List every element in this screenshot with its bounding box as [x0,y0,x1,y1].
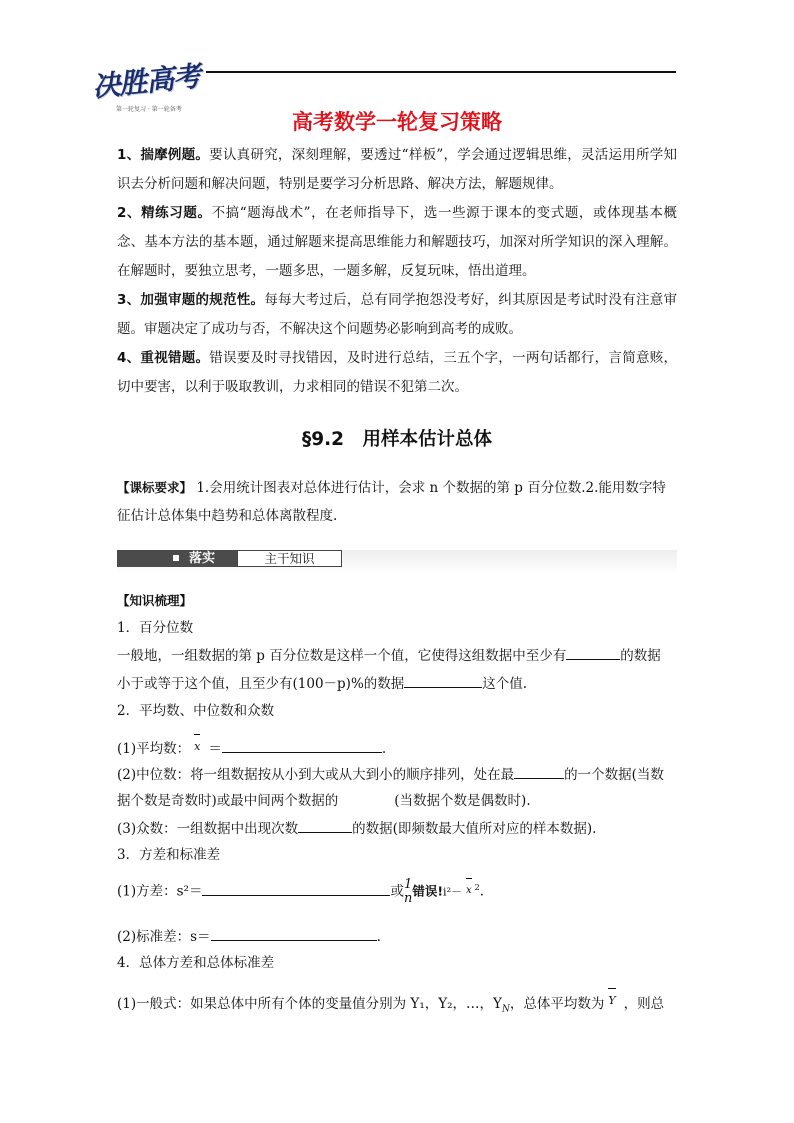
x-bar-symbol: x [194,737,200,757]
median-text-a: (2)中位数：将一组数据按从小到大或从大到小的顺序排列，处在最 [117,767,515,783]
mode-text-b: 的数据(即频数最大值所对应的样本数据). [352,821,597,837]
strategy-1 [117,141,677,199]
square-exponent: 2 [474,883,480,892]
strategy-1-head: 1、揣摩例题。 [117,147,210,163]
equals: ＝ [208,741,222,757]
variance-or: 或 [390,883,404,900]
strategy-4-head: 4、重视错题。 [117,350,210,366]
logo-text: 决胜高考 [90,59,202,104]
strategy-2-head: 2、精练习题。 [117,205,212,221]
period: . [381,741,387,757]
fill-blank [211,926,377,941]
period: . [376,929,381,945]
population-text-b: ，总体平均数为 [509,996,605,1012]
fill-blank [298,818,352,833]
period: . [479,883,485,900]
variance-label: (1)方差：s²＝ [117,883,203,900]
median-text-c: 据个数是奇数时)或最中间两个数据的 [117,793,339,809]
strategy-2 [117,199,677,286]
page-title: 高考数学一轮复习策略 [292,110,502,134]
strategy-1-body: 要认真研究，深刻理解，要透过“样板”，学会通过逻辑思维，灵活运用所学知识去分析问题和解决问题，特别是要学习分析思路、解决方法，解题规律。 [117,147,677,192]
fill-blank [404,673,482,688]
strategy-4-body: 错误要及时寻找错因，及时进行总结，三五个字，一两句话都行，言简意赅，切中要害，以利于吸取教训，力求相同的错误不犯第二次。 [117,350,677,395]
fraction-denominator: n [403,891,413,906]
requirement-label: 【课标要求】 [117,480,193,495]
subscript-n: N [501,1004,510,1015]
variance-tail: i²－ [443,885,462,899]
section-title: §9.2 用样本估计总体 [301,429,493,450]
item1-line1 [117,645,661,666]
strategy-2-body: 不搞“题海战术”，在老师指导下，选一些源于课本的变式题，或体现基本概念、基本方法的基本题，通过解题来提高思维能力和解题技巧，加深对所学知识的深入理解。在解题时，要独立思考，一题多思，一题多解，反复玩味，悟出道理。 [117,205,677,279]
sd-line [117,926,381,947]
median-text-b: 的一个数据(当数 [564,767,664,783]
x-bar-symbol: x [466,881,472,901]
item3-title: 3．方差和标准差 [117,847,221,863]
error-text: 错误! [412,883,444,899]
population-line [117,991,664,1020]
mean-label: (1)平均数： [117,741,191,757]
strategy-3-head: 3、加强审题的规范性。 [117,292,265,308]
banner-box: 主干知识 [237,550,342,567]
fraction-numerator: 1 [404,877,413,892]
fill-blank [222,738,382,753]
item1-text-b: 的数据 [620,648,661,664]
item1-line2 [117,673,527,694]
curriculum-requirement [117,474,677,530]
mode-text-a: (3)众数：一组数据中出现次数 [117,821,299,837]
item1-text-d: 这个值. [482,676,528,692]
median-text-d: (当数据个数是偶数时). [394,793,531,809]
requirement-text: 1.会用统计图表对总体进行估计，会求 n 个数据的第 p 百分位数.2.能用数字特征估计总体集中趋势和总体离散程度. [117,480,666,524]
sd-label: (2)标准差：s＝ [117,929,211,945]
population-text-a: (1)一般式：如果总体中所有个体的变量值分别为 Y₁，Y₂，…，Y [117,996,502,1012]
median-line2 [117,791,531,811]
strategy-3 [117,286,677,344]
item1-text-a: 一般地，一组数据的第 p 百分位数是这样一个值，它使得这组数据中至少有 [117,648,567,664]
banner-tag-label: 落实 [189,551,216,566]
y-bar-symbol: Y [608,991,615,1011]
item4-title: 4．总体方差和总体标准差 [117,955,275,971]
median-line1 [117,764,664,785]
variance-line [117,878,484,908]
item2-title: 2．平均数、中位数和众数 [117,703,275,719]
strategy-4 [117,344,677,402]
population-text-c: ，则总 [623,996,665,1012]
strategy-3-body: 每每大考过后，总有同学抱怨没考好，纠其原因是考试时没有注意审题。审题决定了成功与否，不解决这个问题势必影响到高考的成败。 [117,292,677,337]
header-rule [206,71,676,73]
mean-line [117,737,386,759]
item1-title: 1．百分位数 [117,620,194,636]
fill-blank [202,881,390,896]
knowledge-heading: 【知识梳理】 [117,593,193,608]
mode-line [117,818,596,839]
logo-subtitle: 第一轮复习 · 第一轮备考 [116,106,182,113]
banner-tag [117,550,237,567]
fill-blank [566,645,620,660]
item1-text-c: 小于或等于这个值，且至少有(100－p)%的数据 [117,676,405,692]
square-icon [173,555,179,561]
fill-blank [514,764,564,779]
